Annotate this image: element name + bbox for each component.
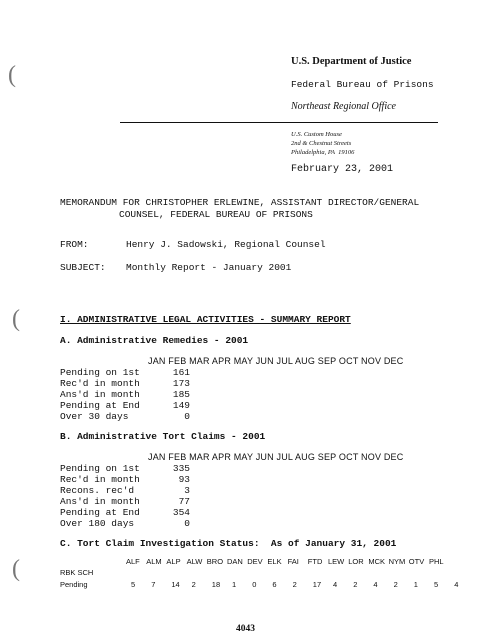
pending-value: 0 xyxy=(252,580,257,589)
remedies-heading: A. Administrative Remedies - 2001 xyxy=(60,335,249,346)
from-value: Henry J. Sadowski, Regional Counsel xyxy=(126,239,326,250)
site-code: BRO xyxy=(206,557,224,566)
pending-value: 2 xyxy=(393,580,398,589)
subject-value: Monthly Report - January 2001 xyxy=(126,262,292,273)
letterhead-rule xyxy=(120,122,438,123)
punch-mark-middle: ( xyxy=(12,306,20,332)
section-heading: I. ADMINISTRATIVE LEGAL ACTIVITIES - SUMMARY REPORT xyxy=(60,314,351,325)
memo-addressee-line-1: MEMORANDUM FOR CHRISTOPHER ERLEWINE, ASSISTANT DIRECTOR/GENERAL xyxy=(60,197,420,208)
site-codes-row-2: RBK SCH xyxy=(60,568,94,577)
site-code: FTD xyxy=(307,557,323,566)
tort-claims-row: Recons. rec'd 3 xyxy=(60,485,190,496)
pending-value: 2 xyxy=(191,580,196,589)
tort-claims-month-header: JAN FEB MAR APR MAY JUN JUL AUG SEP OCT NOV DEC xyxy=(148,452,404,462)
from-label: FROM: xyxy=(60,239,89,250)
site-code: LOR xyxy=(348,557,364,566)
remedies-row: Rec'd in month 173 xyxy=(60,378,190,389)
site-code: MCK xyxy=(368,557,386,566)
address-line-1: U.S. Custom House xyxy=(291,131,342,138)
address-line-3: Philadelphia, PA 19106 xyxy=(291,149,355,156)
remedies-row: Over 30 days 0 xyxy=(60,411,190,422)
page-number: 4043 xyxy=(236,624,255,634)
pending-value: 4 xyxy=(333,580,338,589)
site-code: LEW xyxy=(328,557,345,566)
department-name: U.S. Department of Justice xyxy=(291,56,412,67)
address-line-2: 2nd & Chestnut Streets xyxy=(291,140,352,147)
site-code: DAN xyxy=(227,557,243,566)
tort-claims-row: Pending on 1st 335 xyxy=(60,463,190,474)
site-code: ALF xyxy=(126,557,140,566)
site-code: PHL xyxy=(429,557,444,566)
pending-value: 1 xyxy=(232,580,237,589)
remedies-row: Pending on 1st 161 xyxy=(60,367,190,378)
pending-value: 18 xyxy=(211,580,221,589)
remedies-row: Pending at End 149 xyxy=(60,400,190,411)
site-code: DEV xyxy=(247,557,263,566)
pending-value: 5 xyxy=(434,580,439,589)
investigation-heading: C. Tort Claim Investigation Status: As of January 31, 2001 xyxy=(60,538,397,549)
tort-claims-row: Over 180 days 0 xyxy=(60,518,190,529)
pending-value: 6 xyxy=(272,580,277,589)
remedies-month-header: JAN FEB MAR APR MAY JUN JUL AUG SEP OCT NOV DEC xyxy=(148,356,404,366)
site-code: ELK xyxy=(267,557,282,566)
bureau-name: Federal Bureau of Prisons xyxy=(291,79,434,90)
tort-claims-row: Pending at End 354 xyxy=(60,507,190,518)
pending-value: 5 xyxy=(131,580,136,589)
pending-value: 1 xyxy=(413,580,418,589)
pending-value: 2 xyxy=(353,580,358,589)
site-code: ALM xyxy=(146,557,162,566)
pending-value: 4 xyxy=(373,580,378,589)
tort-claims-heading: B. Administrative Tort Claims - 2001 xyxy=(60,431,266,442)
site-code: FAI xyxy=(287,557,299,566)
pending-label: Pending xyxy=(60,580,88,589)
punch-mark-top: ( xyxy=(8,62,16,88)
site-code: ALP xyxy=(166,557,181,566)
remedies-row: Ans'd in month 185 xyxy=(60,389,190,400)
punch-mark-bottom: ( xyxy=(12,556,20,582)
pending-value: 17 xyxy=(312,580,322,589)
pending-value: 2 xyxy=(292,580,297,589)
pending-value: 14 xyxy=(171,580,180,589)
memo-date: February 23, 2001 xyxy=(291,164,394,175)
regional-office: Northeast Regional Office xyxy=(291,101,396,112)
site-code: NYM xyxy=(388,557,406,566)
site-code: ALW xyxy=(186,557,203,566)
pending-value: 4 xyxy=(454,580,459,589)
memo-addressee-line-2: COUNSEL, FEDERAL BUREAU OF PRISONS xyxy=(119,209,313,220)
tort-claims-row: Rec'd in month 93 xyxy=(60,474,190,485)
subject-label: SUBJECT: xyxy=(60,262,106,273)
tort-claims-row: Ans'd in month 77 xyxy=(60,496,190,507)
site-code: OTV xyxy=(408,557,425,566)
pending-value: 7 xyxy=(151,580,156,589)
